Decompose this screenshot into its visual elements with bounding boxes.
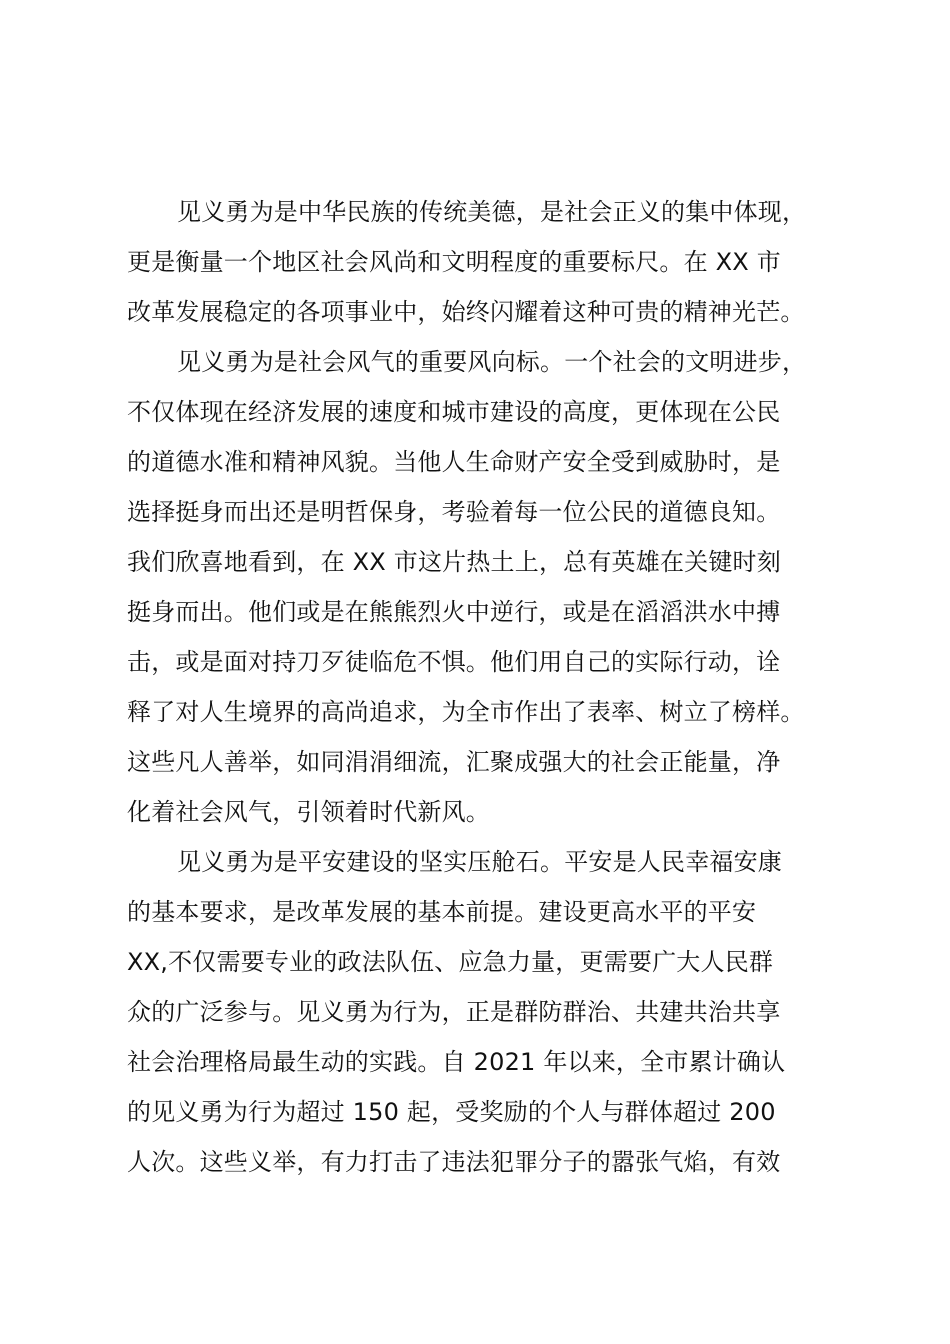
paragraph-3 (127, 837, 827, 1187)
text-line: 社会治理格局最生动的实践。自 2021 年以来，全市累计确认 (127, 1048, 786, 1076)
text-line: XX,不仅需要专业的政法队伍、应急力量，更需要广大人民群 (127, 948, 774, 976)
text-line: 的见义勇为行为超过 150 起，受奖励的个人与群体超过 200 (127, 1098, 776, 1126)
paragraph-2 (127, 337, 827, 837)
text-line: 的基本要求，是改革发展的基本前提。建设更高水平的平安 (127, 898, 757, 926)
paragraph-1 (127, 187, 827, 337)
document-body (127, 187, 827, 1187)
text-line: 见义勇为是中华民族的传统美德，是社会正义的集中体现， (177, 198, 807, 226)
text-line: 更是衡量一个地区社会风尚和文明程度的重要标尺。在 XX 市 (127, 248, 781, 276)
text-line: 我们欣喜地看到，在 XX 市这片热土上，总有英雄在关键时刻 (127, 548, 781, 576)
text-line: 见义勇为是平安建设的坚实压舱石。平安是人民幸福安康 (177, 848, 782, 876)
text-line: 释了对人生境界的高尚追求，为全市作出了表率、树立了榜样。 (127, 698, 805, 726)
text-line: 挺身而出。他们或是在熊熊烈火中逆行，或是在滔滔洪水中搏 (127, 598, 781, 626)
text-line: 选择挺身而出还是明哲保身，考验着每一位公民的道德良知。 (127, 498, 781, 526)
text-line: 不仅体现在经济发展的速度和城市建设的高度，更体现在公民 (127, 398, 781, 426)
text-line: 见义勇为是社会风气的重要风向标。一个社会的文明进步， (177, 348, 807, 376)
text-line: 击，或是面对持刀歹徒临危不惧。他们用自己的实际行动，诠 (127, 648, 781, 676)
text-line: 化着社会风气，引领着时代新风。 (127, 798, 490, 826)
text-line: 众的广泛参与。见义勇为行为，正是群防群治、共建共治共享 (127, 998, 781, 1026)
text-line: 的道德水准和精神风貌。当他人生命财产安全受到威胁时，是 (127, 448, 781, 476)
text-line: 人次。这些义举，有力打击了违法犯罪分子的嚣张气焰，有效 (127, 1148, 781, 1176)
text-line: 这些凡人善举，如同涓涓细流，汇聚成强大的社会正能量，净 (127, 748, 781, 776)
text-line: 改革发展稳定的各项事业中，始终闪耀着这种可贵的精神光芒。 (127, 298, 805, 326)
